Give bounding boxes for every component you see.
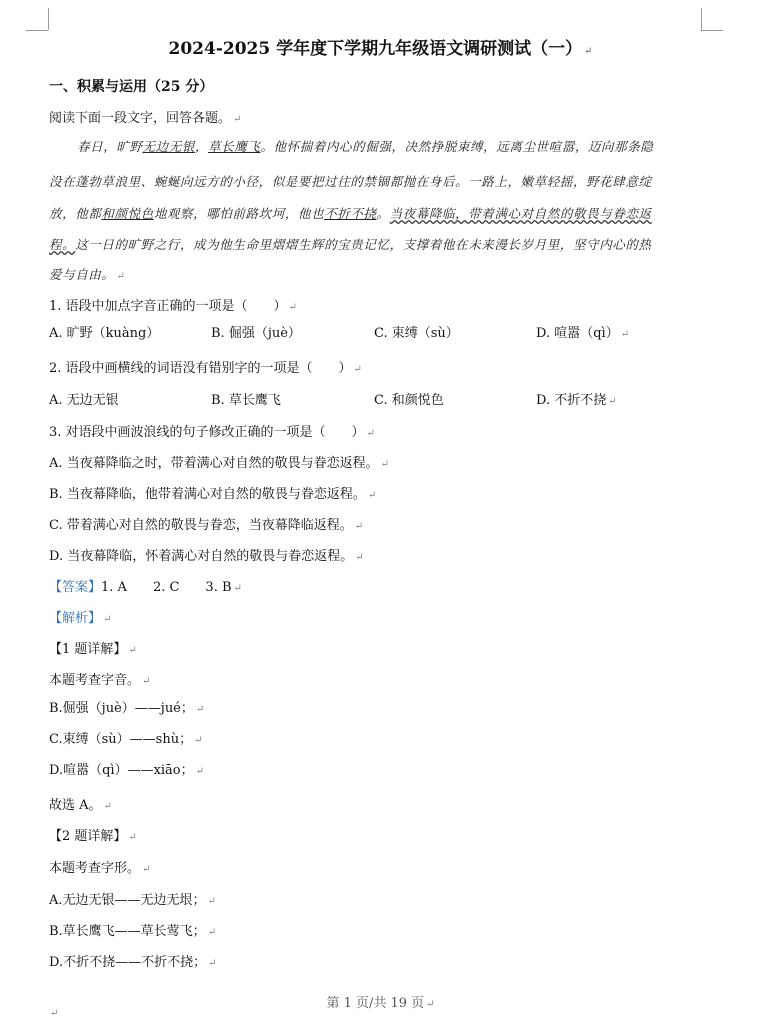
detail-1-line-2: B.倔强（juè）——jué； ↵ <box>49 701 205 716</box>
detail-1-heading: 【1 题详解】 ↵ <box>49 642 137 657</box>
intro-text: 阅读下面一段文字，回答各题。 ↵ <box>49 111 242 126</box>
crop-mark-top-left-h <box>26 30 48 31</box>
question-3-option-c: C. 带着满心对自然的敬畏与眷恋，当夜幕降临返程。 ↵ <box>49 518 364 533</box>
question-2-option-b: B. 草长鹰飞 <box>211 393 281 408</box>
detail-2-line-1: 本题考查字形。 ↵ <box>49 861 151 876</box>
page-title: 2024-2025 学年度下学期九年级语文调研测试（一） ↵ <box>168 39 593 59</box>
crop-mark-top-right-h <box>701 30 723 31</box>
page-footer: 第 1 页/共 19 页 ↵ <box>326 996 435 1011</box>
answer-line: 【答案】1. A 2. C 3. B ↵ <box>49 580 242 595</box>
passage-line-2: 没在蓬勃草浪里、蜿蜒向远方的小径，似是要把过往的禁锢都抛在身后。一路上，嫩草轻摇，野花肆意绽 <box>49 174 652 189</box>
passage-line-5: 爱与自由。 ↵ <box>49 267 126 282</box>
question-2-stem: 2. 语段中画横线的词语没有错别字的一项是（ ） ↵ <box>49 361 362 376</box>
crop-mark-top-left <box>48 8 49 30</box>
detail-2-line-2: A.无边无银——无边无垠； ↵ <box>49 893 216 908</box>
detail-2-line-3: B.草长鹰飞——草长莺飞； ↵ <box>49 924 217 939</box>
question-1-stem: 1. 语段中加点字音正确的一项是（ ） ↵ <box>49 299 297 314</box>
question-1-option-c: C. 束缚（sù） <box>374 326 459 341</box>
question-2-option-d: D. 不折不挠 ↵ <box>536 393 617 408</box>
question-2-option-a: A. 无边无银 <box>49 393 119 408</box>
detail-2-line-4: D.不折不挠——不折不挠； ↵ <box>49 955 217 970</box>
crop-mark-top-right <box>701 8 702 30</box>
question-3-option-d: D. 当夜幕降临，怀着满心对自然的敬畏与眷恋返程。 ↵ <box>49 549 364 564</box>
question-1-option-b: B. 倔强（juè） <box>211 326 301 341</box>
question-3-stem: 3. 对语段中画波浪线的句子修改正确的一项是（ ） ↵ <box>49 425 375 440</box>
question-1-option-d: D. 喧嚣（qì） ↵ <box>536 326 630 341</box>
end-paragraph-mark: ↵ <box>50 1008 59 1019</box>
passage-line-1: 春日，旷野无边无银，草长鹰飞。他怀揣着内心的倔强，决然挣脱束缚，远离尘世喧嚣，迈向那条隐 <box>77 139 654 154</box>
section-heading: 一、积累与运用（25 分） <box>49 79 214 95</box>
question-3-option-b: B. 当夜幕降临，他带着满心对自然的敬畏与眷恋返程。 ↵ <box>49 487 377 502</box>
question-1-option-a: A. 旷野（kuàng） <box>49 326 160 341</box>
detail-1-line-3: C.束缚（sù）——shù； ↵ <box>49 732 203 747</box>
detail-1-line-1: 本题考查字音。 ↵ <box>49 673 151 688</box>
detail-2-heading: 【2 题详解】 ↵ <box>49 829 137 844</box>
analysis-label: 【解析】 ↵ <box>49 611 112 626</box>
detail-1-line-4: D.喧嚣（qì）——xiāo； ↵ <box>49 763 205 778</box>
passage-line-3: 放，他都和颜悦色地观察，哪怕前路坎坷，他也不折不挠。当夜幕降临，带着满心对自然的敬畏与眷恋返 <box>49 206 652 221</box>
passage-line-4: 程。这一日的旷野之行，成为他生命里熠熠生辉的宝贵记忆，支撑着他在未来漫长岁月里，坚守内心的热 <box>49 237 652 252</box>
question-3-option-a: A. 当夜幕降临之时，带着满心对自然的敬畏与眷恋返程。 ↵ <box>49 456 390 471</box>
detail-1-line-5: 故选 A。 ↵ <box>49 798 112 813</box>
question-2-option-c: C. 和颜悦色 <box>374 393 444 408</box>
